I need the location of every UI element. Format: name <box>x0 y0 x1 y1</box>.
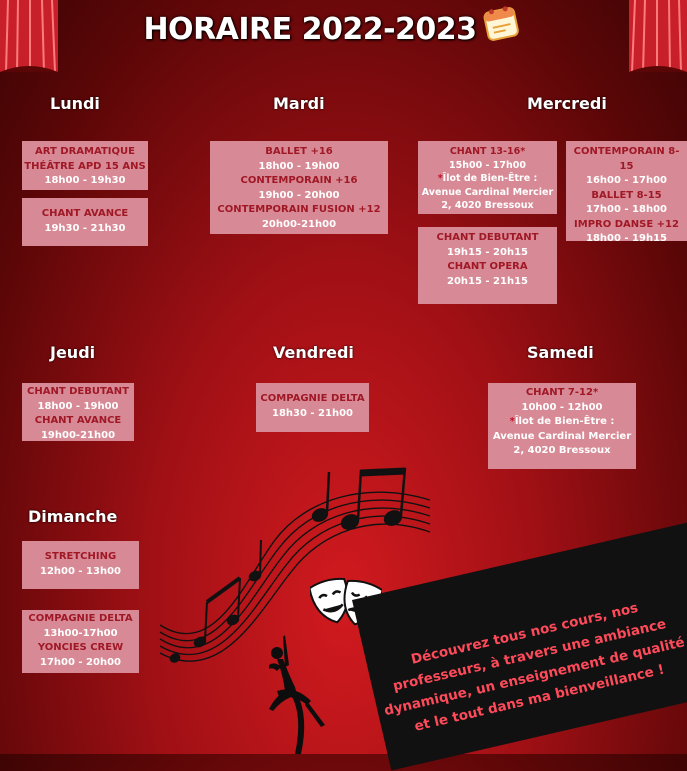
day-lundi: Lundi <box>50 94 100 113</box>
course-time: 13h00-17h00 <box>43 627 118 639</box>
course-time: 10h00 - 12h00 <box>521 401 603 413</box>
day-samedi: Samedi <box>527 343 594 362</box>
schedule-card-dimanche-1 <box>22 541 139 589</box>
ballerina-silhouette <box>255 635 335 754</box>
course-name: CONTEMPORAIN FUSION +12 <box>217 204 381 215</box>
promo-banner-text: Découvrez tous nos cours, nos professeurs, à travers une ambiance dynamique, un enseignement de qualité et le tout dans ma bienveillance ! <box>382 599 687 735</box>
course-name: COMPAGNIE DELTA <box>28 613 133 624</box>
location-text: Îlot de Bien-Être : Avenue Cardinal Mercier 2, 4020 Bressoux <box>421 173 554 211</box>
course-time: 19h15 - 20h15 <box>446 246 528 258</box>
course-time: 18h00 - 19h00 <box>37 400 119 412</box>
course-name: CHANT OPERA <box>447 261 528 272</box>
course-name: CHANT DEBUTANT <box>436 232 539 243</box>
curtain-left <box>0 0 58 72</box>
location-text: Îlot de Bien-Être : Avenue Cardinal Mercier 2, 4020 Bressoux <box>492 416 632 456</box>
schedule-card-mercredi-3 <box>566 141 687 244</box>
course-name: BALLET 8-15 <box>591 189 662 201</box>
course-time: 15h00 - 17h00 <box>449 159 526 171</box>
course-name: CHANT AVANCE <box>41 208 129 219</box>
page-title: HORAIRE 2022-2023 <box>143 12 477 47</box>
asterisk: * <box>509 416 515 427</box>
course-location <box>490 415 634 459</box>
course-time: 18h30 - 21h00 <box>271 407 353 419</box>
schedule-card-jeudi <box>22 383 134 441</box>
schedule-card-lundi-1 <box>22 141 148 190</box>
course-name: CHANT DEBUTANT <box>27 386 129 397</box>
course-name: CONTEMPORAIN +16 <box>240 175 358 186</box>
course-name: STRETCHING <box>44 551 117 562</box>
course-name: CONTEMPORAIN 8-15 <box>573 146 680 172</box>
course-name: YONCIES CREW <box>37 642 124 653</box>
course-name: IMPRO DANSE +12 <box>574 218 679 230</box>
schedule-card-lundi-2 <box>22 198 148 246</box>
schedule-card-mercredi-1 <box>418 141 557 214</box>
schedule-card-samedi <box>488 383 636 469</box>
schedule-card-mercredi-2 <box>418 227 557 304</box>
day-mercredi: Mercredi <box>527 94 607 113</box>
calendar-icon <box>480 2 522 44</box>
course-time: 16h00 - 17h00 <box>585 175 667 186</box>
schedule-card-dimanche-2 <box>22 610 139 673</box>
course-time: 19h00-21h00 <box>40 429 116 441</box>
course-name: CHANT AVANCE <box>34 415 122 426</box>
schedule-card-mardi <box>210 141 388 234</box>
course-name: THÉÂTRE APD 15 ANS <box>24 160 146 172</box>
course-time: 19h30 - 21h30 <box>44 222 126 234</box>
day-dimanche: Dimanche <box>28 507 118 526</box>
course-time: 17h00 - 20h00 <box>39 656 121 668</box>
course-time: 12h00 - 13h00 <box>39 565 121 577</box>
asterisk: * <box>437 173 443 184</box>
course-time: 18h00 - 19h15 <box>585 233 667 244</box>
curtain-right <box>629 0 687 72</box>
day-mardi: Mardi <box>273 94 325 113</box>
course-name: COMPAGNIE DELTA <box>260 393 365 404</box>
course-time: 18h00 - 19h00 <box>258 160 340 172</box>
course-time: 17h00 - 18h00 <box>585 204 667 215</box>
course-name: BALLET +16 <box>265 146 333 157</box>
course-name: ART DRAMATIQUE <box>35 146 135 157</box>
day-jeudi: Jeudi <box>50 343 96 362</box>
course-time: 18h00 - 19h30 <box>44 175 126 186</box>
day-vendredi: Vendredi <box>273 343 354 362</box>
course-time: 20h00-21h00 <box>261 218 337 230</box>
course-name: CHANT 13-16* <box>449 146 526 157</box>
course-time: 19h00 - 20h00 <box>258 189 340 201</box>
course-location <box>420 172 555 213</box>
course-time: 20h15 - 21h15 <box>446 275 528 287</box>
schedule-card-vendredi <box>256 383 369 432</box>
course-name: CHANT 7-12* <box>525 387 599 398</box>
